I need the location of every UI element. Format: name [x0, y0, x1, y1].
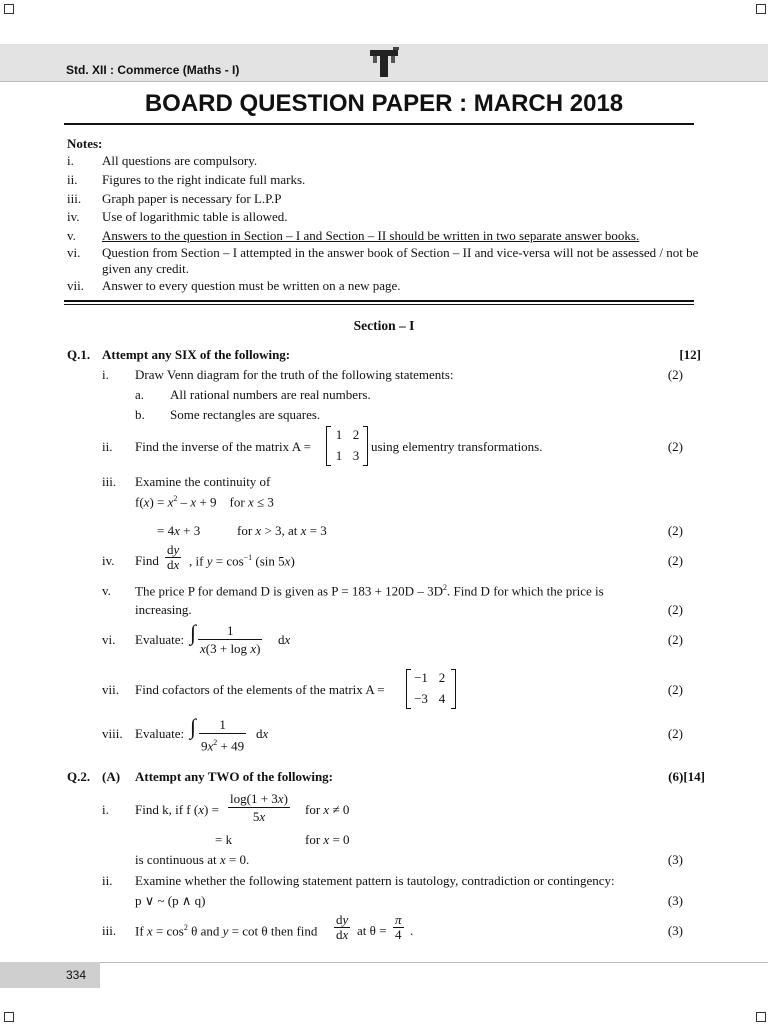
crop-mark — [756, 1012, 766, 1022]
note-number: vii. — [67, 278, 84, 293]
integrand-numerator: 1 — [219, 717, 226, 732]
item-text: Find cofactors of the elements of the matrix A = — [135, 682, 385, 697]
matrix-cell: 2 — [438, 670, 446, 685]
item-text: If $x = \cos^2 \theta$ and y = cot θ then find — [135, 923, 318, 939]
item-marks: (3) — [667, 893, 683, 908]
sub-item-text: Some rectangles are squares. — [170, 407, 321, 422]
notes-heading: Notes: — [67, 136, 103, 151]
item-marks: (2) — [667, 367, 683, 382]
integral-sign: ∫ — [190, 714, 197, 739]
function-definition: = 4x + 3 — [157, 523, 201, 538]
item-number: vii. — [102, 682, 119, 697]
note-number: iv. — [67, 209, 80, 224]
item-text: Find k, if f (x) = — [135, 802, 219, 817]
crop-mark — [4, 4, 14, 14]
crop-mark — [4, 1012, 14, 1022]
item-number: iii. — [102, 474, 117, 489]
item-text: Find — [135, 553, 159, 568]
item-number: i. — [102, 367, 109, 382]
matrix-cell: 2 — [352, 427, 360, 442]
item-marks: (2) — [667, 632, 683, 647]
item-marks: (2) — [667, 439, 683, 454]
item-marks: (2) — [667, 682, 683, 697]
publisher-logo-icon — [367, 47, 401, 79]
item-text: . — [410, 923, 414, 938]
item-number: viii. — [102, 726, 123, 741]
differential: dx — [278, 632, 291, 647]
note-number: ii. — [67, 172, 78, 187]
function-condition: for x ≠ 0 — [305, 802, 350, 817]
note-text: Answers to the question in Section – I and Section – II should be written in two separate answer books. — [102, 228, 640, 243]
item-marks: (2) — [667, 553, 683, 568]
item-text: Evaluate: — [135, 726, 185, 741]
question-number: Q.1. — [67, 347, 91, 362]
note-text: Use of logarithmic table is allowed. — [102, 209, 288, 224]
question-part: (A) — [102, 769, 121, 784]
item-number: v. — [102, 583, 111, 598]
page-title: BOARD QUESTION PAPER : MARCH 2018 — [144, 90, 624, 117]
divider — [64, 123, 694, 125]
note-text: All questions are compulsory. — [102, 153, 258, 168]
angle-fraction: $\frac{\pi}{4}$ — [395, 912, 402, 942]
item-number: vi. — [102, 632, 116, 647]
item-number: iii. — [102, 923, 117, 938]
item-marks: (2) — [667, 726, 683, 741]
note-text: Figures to the right indicate full marks. — [102, 172, 306, 187]
item-text: is continuous at x = 0. — [135, 852, 250, 867]
integrand-fraction: $\frac{1}{9x^2 + 49}$ — [201, 717, 245, 754]
item-number: ii. — [102, 439, 113, 454]
page-number: 334 — [66, 968, 87, 982]
note-text: Question from Section – I attempted in the answer book of Section – II and vice-versa will not be assessed / not be given any credit. — [102, 245, 699, 276]
function-definition: $f(x) = x^2 - x + 9$ for x ≤ 3 — [135, 494, 274, 510]
derivative-fraction: $\frac{dy}{dx}$ — [336, 912, 349, 942]
function-fraction: $\frac{\log(1 + 3x)}{5x}$ — [230, 791, 288, 824]
matrix-cell: −1 — [414, 670, 428, 685]
note-number: vi. — [67, 245, 81, 260]
sub-item-label: b. — [135, 407, 145, 422]
divider — [64, 300, 694, 302]
item-text: using elementry transformations. — [371, 439, 543, 454]
item-number: ii. — [102, 873, 113, 888]
matrix-cell: 4 — [438, 691, 446, 706]
crop-mark — [756, 4, 766, 14]
integrand-numerator: 1 — [226, 623, 234, 638]
function-condition: for x = 0 — [305, 832, 350, 847]
item-text: Draw Venn diagram for the truth of the following statements: — [135, 367, 454, 382]
matrix — [326, 426, 368, 466]
integrand-fraction: $\frac{1}{\text{x(3 + log x)}}$ — [200, 623, 261, 656]
footer-line — [100, 962, 768, 963]
matrix-cell: 1 — [335, 448, 343, 463]
question-marks: (6)[14] — [668, 769, 705, 784]
item-text: The price P for demand D is given as $P = 183 + 120D - 3D^2$. Find D for which the price is — [135, 583, 604, 599]
divider — [64, 304, 694, 305]
item-marks: (2) — [667, 602, 683, 617]
sub-item-text: All rational numbers are real numbers. — [170, 387, 371, 402]
matrix-cell: 1 — [335, 427, 343, 442]
note-number: i. — [67, 153, 74, 168]
matrix-cell: 3 — [352, 448, 360, 463]
differential: dx — [256, 726, 269, 741]
question-title: Attempt any SIX of the following: — [102, 347, 291, 362]
item-text: , if $y = \cos^{-1} (\sin$ 5x) — [189, 553, 295, 569]
item-text: Examine the continuity of — [135, 474, 271, 489]
derivative-fraction: $\frac{dy}{dx}$ — [167, 542, 180, 572]
item-marks: (3) — [667, 852, 683, 867]
note-text: Graph paper is necessary for L.P.P — [102, 191, 282, 206]
note-number: v. — [67, 228, 76, 243]
function-definition: = k — [215, 832, 233, 847]
sub-item-label: a. — [135, 387, 145, 402]
statement-pattern: p ∨ ~ (p ∧ q) — [135, 893, 206, 908]
item-marks: (2) — [667, 523, 683, 538]
section-heading: Section – I — [353, 318, 415, 333]
item-text: Find the inverse of the matrix A = — [135, 439, 311, 454]
integral-sign: ∫ — [190, 620, 197, 645]
note-number: iii. — [67, 191, 82, 206]
item-text: at θ = — [357, 923, 387, 938]
item-text: Evaluate: — [135, 632, 185, 647]
question-title: Attempt any TWO of the following: — [135, 769, 334, 784]
note-text: Answer to every question must be written on a new page. — [102, 278, 401, 293]
question-marks: [12] — [679, 347, 701, 362]
std-label: Std. XII : Commerce (Maths - I) — [66, 63, 240, 77]
function-condition: for x > 3, at x = 3 — [237, 523, 327, 538]
item-text: Examine whether the following statement pattern is tautology, contradiction or contingency: — [135, 873, 615, 888]
item-text: increasing. — [135, 602, 192, 617]
item-number: i. — [102, 802, 109, 817]
matrix — [406, 669, 456, 709]
matrix-cell: −3 — [414, 691, 428, 706]
item-marks: (3) — [667, 923, 683, 938]
item-number: iv. — [102, 553, 115, 568]
question-number: Q.2. — [67, 769, 91, 784]
